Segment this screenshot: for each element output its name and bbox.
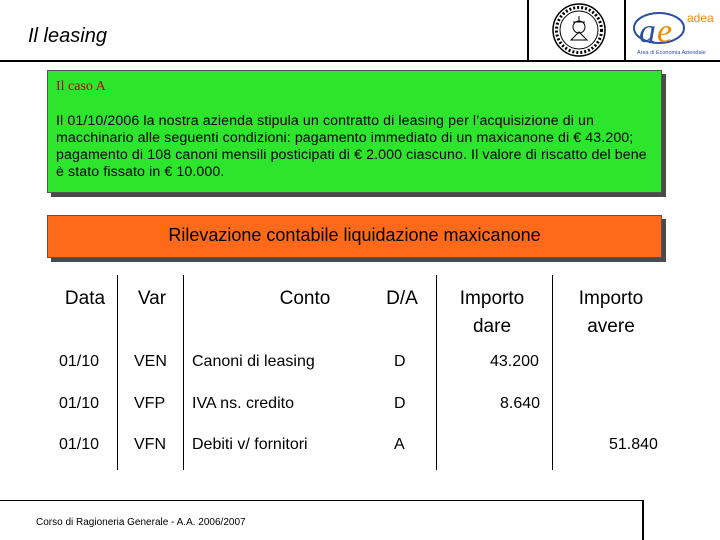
case-title: Il caso A bbox=[56, 79, 106, 94]
adea-logo bbox=[629, 2, 719, 58]
header-logos bbox=[527, 0, 720, 60]
header-importo-avere-line2: avere bbox=[587, 316, 635, 337]
footer-text: Corso di Ragioneria Generale - A.A. 2006/2007 bbox=[36, 517, 246, 528]
footer bbox=[0, 500, 644, 540]
column-divider bbox=[552, 275, 553, 470]
slide-title: Il leasing bbox=[28, 25, 107, 47]
cell-data: 01/10 bbox=[59, 436, 100, 453]
cell-conto: Debiti v/ fornitori bbox=[192, 436, 308, 453]
cell-dare: 8.640 bbox=[500, 395, 541, 412]
section-title: Rilevazione contabile liquidazione maxicanone bbox=[168, 225, 541, 245]
case-description: Il 01/10/2006 la nostra azienda stipula un contratto di leasing per l’acquisizione di un macchinario alle seguenti condizioni: pagamento immediato di un maxicanone di € 43.200; pagamento di 108 canoni mensili posticipati di € 2.000 ciascuno. Il valore di riscatto del bene è stato fissato in € 10.000. bbox=[56, 113, 647, 180]
section-title-box bbox=[47, 215, 662, 258]
cell-conto: IVA ns. credito bbox=[192, 395, 294, 412]
header-importo-dare bbox=[442, 285, 542, 341]
cell-da: D bbox=[394, 353, 406, 370]
logo-separator bbox=[624, 0, 626, 60]
column-divider bbox=[183, 275, 184, 470]
column-divider bbox=[436, 275, 437, 470]
cell-data: 01/10 bbox=[59, 353, 100, 370]
svg-text:adea: adea bbox=[687, 11, 714, 25]
journal-table bbox=[50, 275, 678, 470]
header-var: Var bbox=[137, 288, 167, 309]
svg-text:a: a bbox=[639, 13, 656, 50]
cell-var: VEN bbox=[134, 353, 167, 370]
cell-avere: 51.840 bbox=[609, 436, 658, 453]
header-importo-dare-line2: dare bbox=[472, 316, 512, 337]
cell-var: VFN bbox=[134, 436, 166, 453]
header-importo-dare-line1: Importo bbox=[459, 288, 525, 309]
header-data: Data bbox=[64, 288, 106, 309]
cell-var: VFP bbox=[134, 395, 166, 412]
header-divider bbox=[0, 60, 720, 62]
cell-da: D bbox=[394, 395, 406, 412]
cell-conto: Canoni di leasing bbox=[192, 353, 315, 370]
svg-text:Area di Economia Aziendale: Area di Economia Aziendale bbox=[637, 50, 706, 56]
header-conto: Conto bbox=[279, 288, 331, 309]
header-importo-avere bbox=[560, 285, 662, 341]
cell-dare: 43.200 bbox=[490, 353, 539, 370]
university-seal-logo bbox=[551, 2, 607, 58]
svg-text:e: e bbox=[657, 13, 673, 50]
cell-da: A bbox=[394, 436, 405, 453]
case-box bbox=[47, 70, 662, 193]
cell-data: 01/10 bbox=[59, 395, 100, 412]
header-importo-avere-line1: Importo bbox=[578, 288, 644, 309]
header-da: D/A bbox=[386, 288, 418, 309]
